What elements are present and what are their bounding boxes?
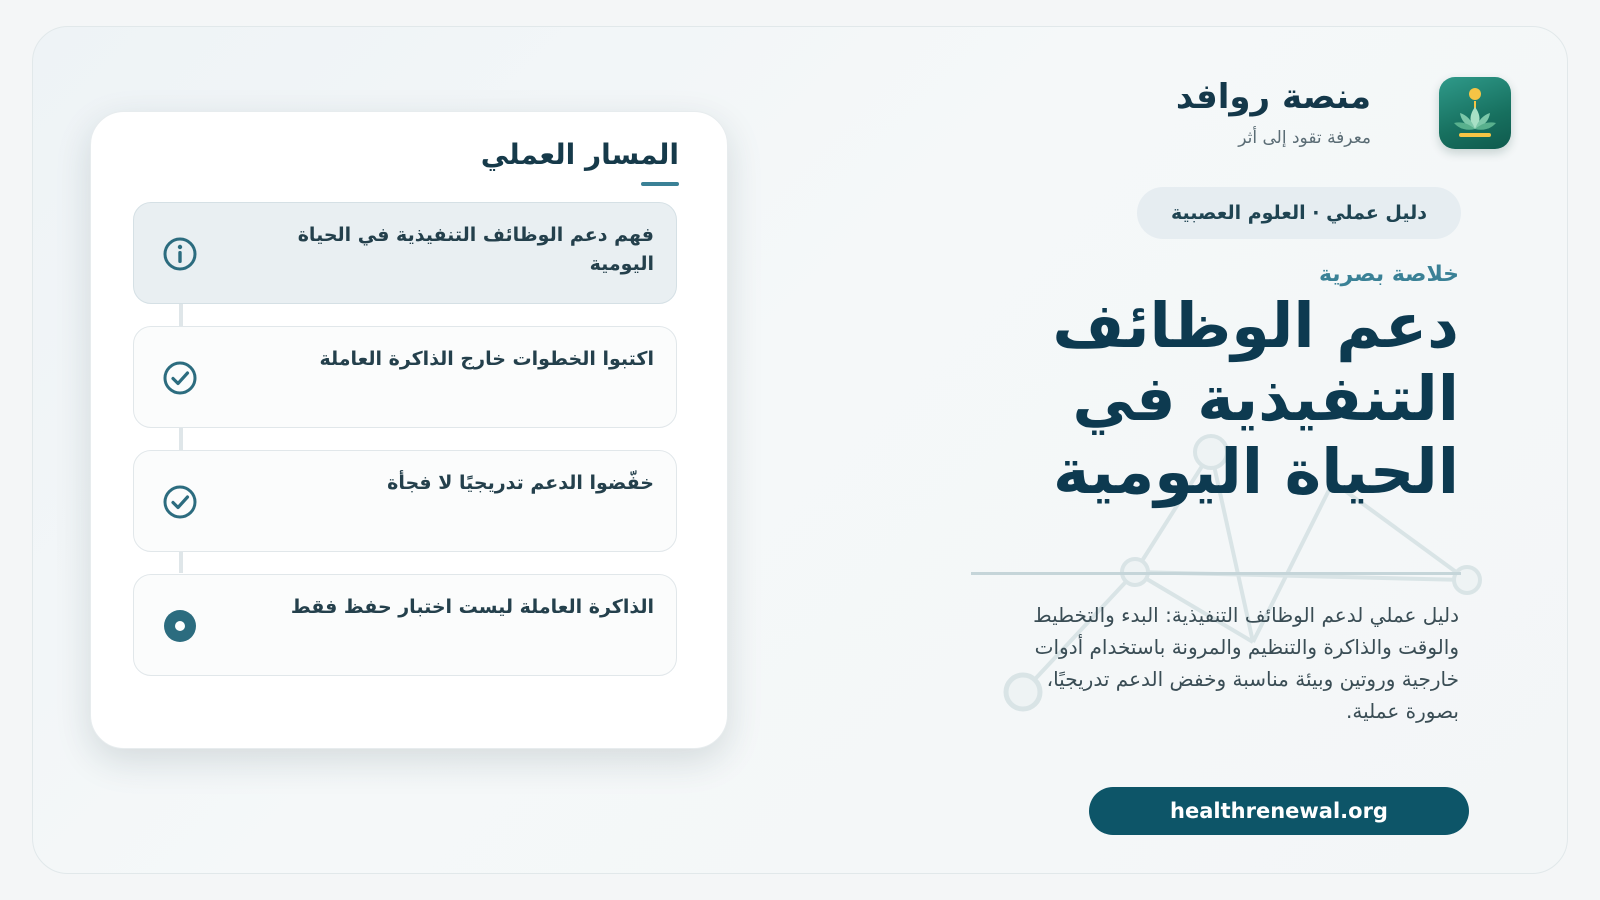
page-title: دعم الوظائف التنفيذية في الحياة اليومية — [1052, 289, 1459, 508]
step-connector — [179, 304, 183, 326]
kicker-text: خلاصة بصرية — [1318, 262, 1459, 287]
step-label: الذاكرة العاملة ليست اختبار حفظ فقط — [290, 596, 654, 618]
brand-name: منصة روافد — [1175, 77, 1371, 117]
category-pill: دليل عملي · العلوم العصبية — [1137, 187, 1461, 239]
step-label: اكتبوا الخطوات خارج الذاكرة العاملة — [319, 348, 654, 370]
check-circle-icon — [162, 360, 198, 396]
poster-card — [32, 26, 1568, 874]
step-label: فهم دعم الوظائف التنفيذية في الحياة اليومية — [297, 224, 654, 275]
panel-title: المسار العملي — [480, 138, 679, 171]
step-item-understand[interactable] — [133, 202, 677, 304]
website-link-button[interactable]: healthrenewal.org — [1089, 787, 1469, 835]
info-icon — [162, 236, 198, 272]
radio-dot-icon — [162, 608, 198, 644]
panel-title-underline — [641, 182, 679, 186]
step-connector — [179, 551, 183, 573]
step-connector — [179, 428, 183, 450]
step-item-reduce-support[interactable] — [133, 450, 677, 552]
divider — [971, 572, 1461, 575]
step-item-working-memory[interactable] — [133, 574, 677, 676]
brand-tagline: معرفة تقود إلى أثر — [1238, 128, 1371, 148]
practical-path-panel — [90, 111, 728, 749]
check-circle-icon — [162, 484, 198, 520]
brand-logo — [1439, 77, 1511, 149]
description-text: دليل عملي لدعم الوظائف التنفيذية: البدء والتخطيط والوقت والذاكرة والتنظيم والمرونة باستخدام أدوات خارجية وروتين وبيئة مناسبة وخفض الدعم تدريجيًا، بصورة عملية. — [1033, 603, 1459, 723]
step-item-write-steps[interactable] — [133, 326, 677, 428]
step-label: خفّضوا الدعم تدريجيًا لا فجأة — [387, 472, 654, 494]
lotus-icon — [1439, 77, 1511, 149]
